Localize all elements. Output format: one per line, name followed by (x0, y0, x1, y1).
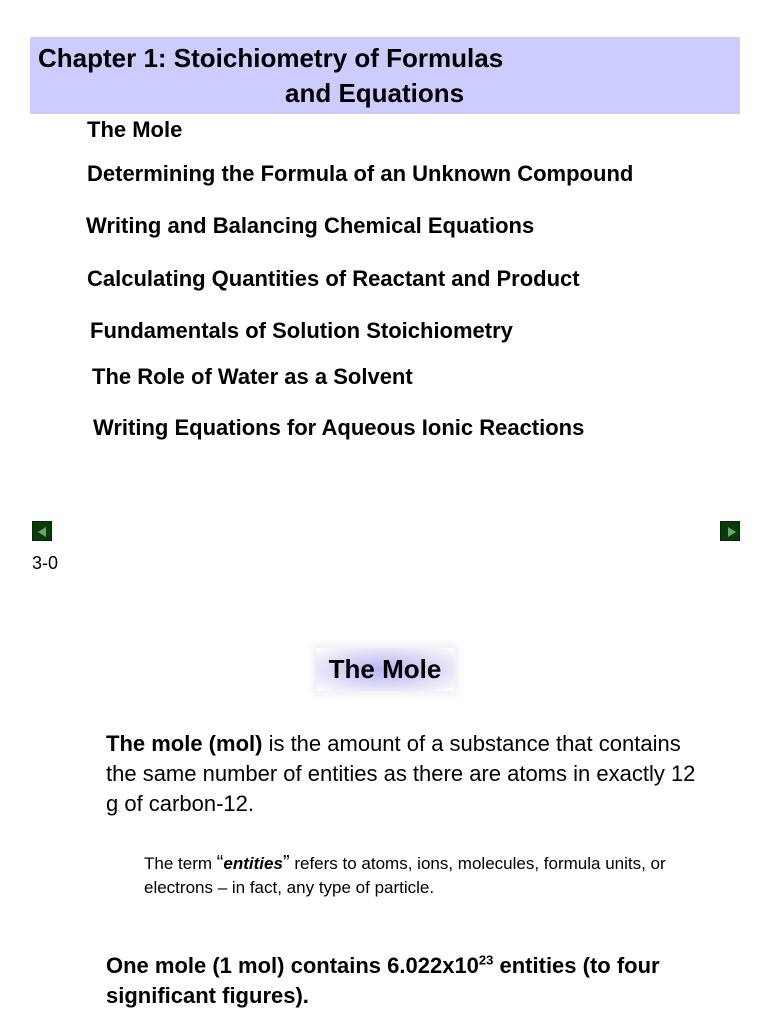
previous-slide-button[interactable] (32, 521, 52, 541)
note-prefix: The term (144, 854, 217, 873)
note-open-quote: “ (216, 852, 224, 874)
next-slide-icon (728, 527, 736, 537)
chapter-title-line-1: Chapter 1: Stoichiometry of Formulas (38, 43, 504, 73)
mole-definition-text: is the amount of a substance that contains the same number of entities as there are atoms in exactly 12 g of carbon-12. (106, 731, 696, 816)
topic-item: The Mole (87, 117, 183, 142)
topic-item: Writing Equations for Aqueous Ionic Reactions (93, 415, 585, 440)
avogadro-statement (106, 951, 726, 1011)
previous-slide-icon (38, 527, 46, 537)
entities-note (144, 851, 704, 900)
topic-item: The Role of Water as a Solvent (92, 364, 413, 389)
chapter-title-line-2: and Equations (285, 78, 465, 108)
topic-item: Fundamentals of Solution Stoichiometry (90, 318, 513, 343)
chapter-title-banner (30, 37, 740, 114)
note-term: entities (223, 854, 283, 873)
topic-item: Determining the Formula of an Unknown Compound (87, 161, 634, 186)
topic-item: Calculating Quantities of Reactant and Product (87, 266, 580, 291)
slide-number: 3-0 (32, 553, 59, 573)
avogadro-exponent: 23 (478, 952, 494, 968)
note-text: refers to atoms, ions, molecules, formula units, or electrons – in fact, any type of particle. (144, 854, 666, 897)
slide-title: The Mole (316, 648, 454, 691)
mole-definition (106, 729, 706, 819)
note-close-quote: ” (282, 852, 290, 874)
avogadro-text-before: One mole (1 mol) contains 6.022x10 (106, 953, 479, 978)
avogadro-text-after: entities (to four significant figures). (106, 953, 660, 1008)
topic-item: Writing and Balancing Chemical Equations (86, 213, 535, 238)
mole-definition-term: The mole (mol) (106, 731, 263, 756)
next-slide-button[interactable] (720, 521, 740, 541)
